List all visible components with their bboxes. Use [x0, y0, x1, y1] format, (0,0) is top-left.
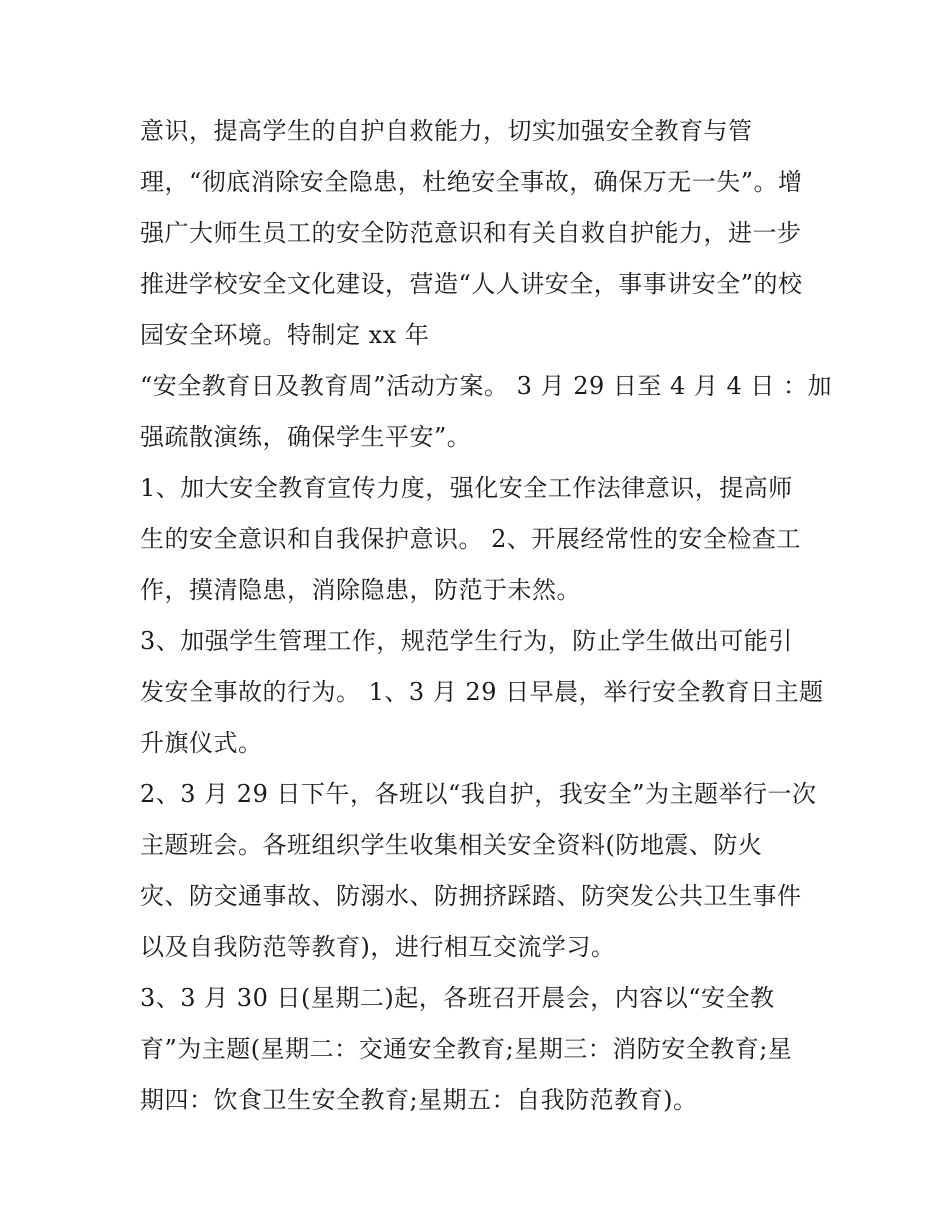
text-line-17: 以及自我防范等教育)，进行相互交流学习。 — [140, 933, 616, 961]
text-line-2: 理，“彻底消除安全隐患，杜绝安全事故，确保万无一失”。增 — [140, 168, 803, 196]
text-line-15: 主题班会。各班组织学生收集相关安全资料(防地震、防火 — [140, 831, 763, 859]
text-line-19: 育”为主题(星期二：交通安全教育;星期三：消防安全教育;星 — [140, 1035, 793, 1063]
document-body — [140, 106, 833, 1126]
text-line-20: 期四：饮食卫生安全教育;星期五：自我防范教育)。 — [140, 1086, 698, 1114]
text-line-16: 灾、防交通事故、防溺水、防拥挤踩踏、防突发公共卫生事件 — [140, 882, 802, 910]
text-line-10: 作，摸清隐患，消除隐患，防范于未然。 — [140, 576, 581, 604]
text-line-14: 2、3 月 29 日下午，各班以“我自护，我安全”为主题举行一次 — [140, 780, 817, 808]
text-line-4: 推进学校安全文化建设，营造“人人讲安全，事事讲安全”的校 — [140, 270, 803, 298]
text-line-8: 1、加大安全教育宣传力度，强化安全工作法律意识，提高师 — [140, 474, 793, 502]
text-line-3: 强广大师生员工的安全防范意识和有关自救自护能力，进一步 — [140, 219, 802, 247]
text-line-13: 升旗仪式。 — [140, 729, 263, 757]
text-line-7: 强疏散演练，确保学生平安”。 — [140, 423, 472, 451]
text-line-1: 意识，提高学生的自护自救能力，切实加强安全教育与管 — [140, 117, 753, 145]
text-line-18: 3、3 月 30 日(星期二)起，各班召开晨会，内容以“安全教 — [140, 984, 775, 1012]
text-line-9: 生的安全意识和自我保护意识。 2、开展经常性的安全检查工 — [140, 525, 801, 553]
text-line-5: 园安全环境。特制定 xx 年 — [140, 321, 430, 349]
text-line-11: 3、加强学生管理工作，规范学生行为，防止学生做出可能引 — [140, 627, 793, 655]
text-line-12: 发安全事故的行为。 1、3 月 29 日早晨，举行安全教育日主题 — [140, 678, 824, 706]
text-line-6: “安全教育日及教育周”活动方案。 3 月 29 日至 4 月 4 日 ：加 — [140, 372, 833, 400]
